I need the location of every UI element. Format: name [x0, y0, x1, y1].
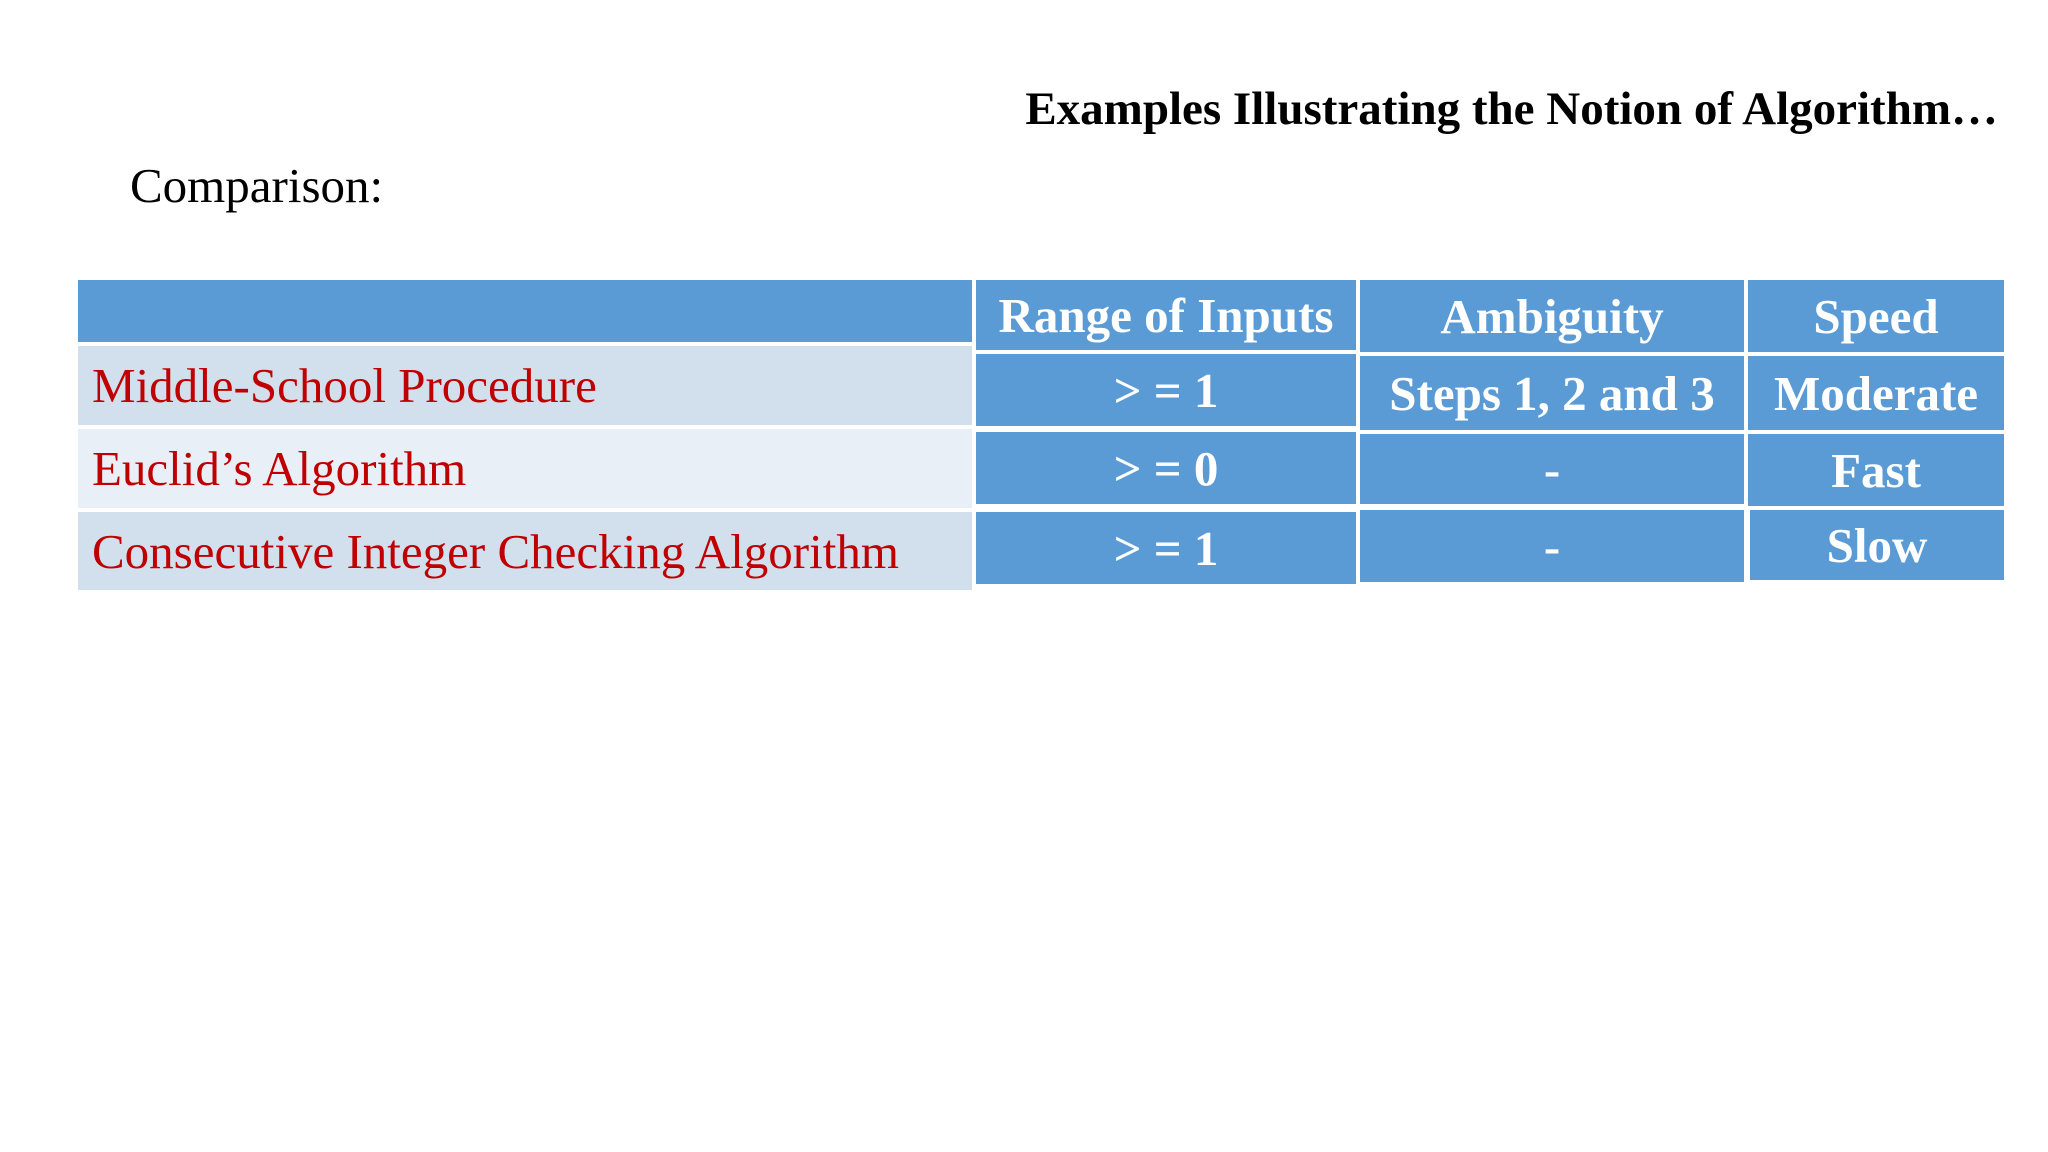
- cell-ambiguity-consecutive-integer: -: [1360, 510, 1744, 582]
- row-label-middle-school: Middle-School Procedure: [78, 346, 972, 425]
- slide-subtitle: Comparison:: [130, 158, 384, 213]
- row-label-euclid: Euclid’s Algorithm: [78, 429, 972, 508]
- cell-speed-euclid: Fast: [1748, 434, 2004, 506]
- header-corner-cell: [78, 280, 972, 342]
- row-label-consecutive-integer: Consecutive Integer Checking Algorithm: [78, 512, 972, 590]
- cell-speed-consecutive-integer: Slow: [1750, 510, 2004, 580]
- header-speed: Speed: [1748, 280, 2004, 352]
- header-ambiguity: Ambiguity: [1360, 280, 1744, 352]
- cell-speed-middle-school: Moderate: [1748, 356, 2004, 430]
- cell-range-consecutive-integer: > = 1: [976, 512, 1356, 584]
- header-range-of-inputs: Range of Inputs: [976, 280, 1356, 350]
- cell-range-euclid: > = 0: [976, 432, 1356, 504]
- slide-title: Examples Illustrating the Notion of Algorithm…: [1025, 83, 1998, 135]
- cell-ambiguity-middle-school: Steps 1, 2 and 3: [1360, 356, 1744, 430]
- cell-range-middle-school: > = 1: [976, 354, 1356, 426]
- cell-ambiguity-euclid: -: [1360, 434, 1744, 504]
